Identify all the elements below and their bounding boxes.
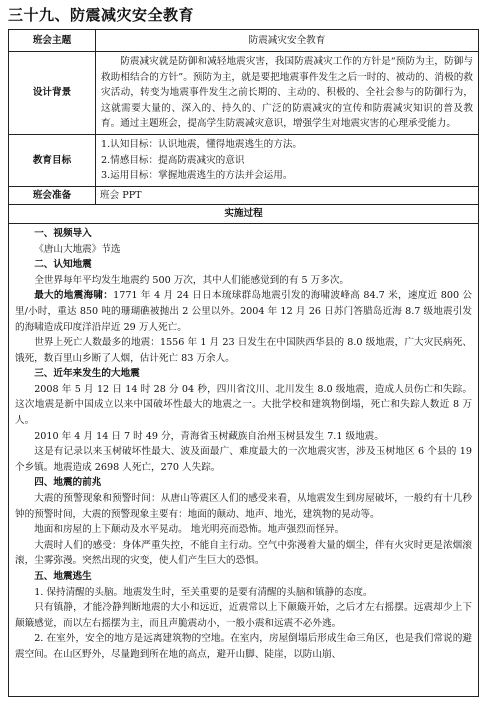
paragraph-text: 1771 年 4 月 24 日日本琉球群岛地震引发的海啸波峰高 84.7 米，速度近 800 公里/小时，重达 850 吨的珊瑚礁被抛出 2 公里以外。2004 年 12 月 26 日苏门答腊岛近海 8.7 级地震引发的海啸造成印度洋沿岸近 29 万人死亡。	[15, 290, 472, 333]
process-title: 实施过程	[9, 205, 479, 224]
section-paragraph: 只有镇静，才能冷静判断地震的大小和远近，近震常以上下颠簸开始，之后才左右摇摆。远震却少上下颠簸感觉，而以左右摇摆为主，而且声脆震动小，一般小震和远震不必外逃。	[15, 602, 472, 629]
section-paragraph: 《唐山大地震》节选	[34, 243, 121, 255]
section-heading: 一、视频导入	[34, 227, 92, 239]
section-paragraph: 世界上死亡人数最多的地震：1556 年 1 月 23 日发生在中国陕西华县的 8.0 级地震，广大灾民病死、饿死，数百里山乡断了人烟，估计死亡 83 万余人。	[15, 337, 472, 364]
row-prep	[9, 186, 479, 205]
process-cell	[9, 223, 479, 696]
section-paragraph: 大震时人们的感受：身体严重失控，不能自主行动。空气中弥漫着大量的烟尘，伴有火灾时更是浓烟滚滚，尘雾弥漫。突然出现的灾变，使人们产生巨大的恐惧。	[15, 539, 472, 567]
row-process-title	[9, 205, 479, 224]
lesson-plan-table	[8, 29, 479, 697]
document-title: 三十九、防震减灾安全教育	[8, 6, 195, 24]
prep-value: 班会 PPT	[96, 186, 479, 205]
section-paragraph: 1. 保持清醒的头脑。地震发生时，至关重要的是要有清醒的头脑和镇静的态度。	[34, 586, 373, 598]
background-cell	[96, 52, 479, 135]
theme-value: 防震减灾安全教育	[96, 30, 479, 52]
section-heading: 三、近年来发生的大地震	[34, 368, 140, 380]
section-paragraph: 2. 在室外，安全的地方是远离建筑物的空地。在室内，房屋倒塌后形成生命三角区，也是我们常说的避震空间。在山区野外，尽量跑到所在地的高点，避开山脚、陡崖，以防山崩、	[15, 633, 472, 660]
row-background	[9, 52, 479, 135]
goal-item: 2.情感目标：提高防震减灾的意识	[101, 154, 245, 166]
goal-item: 1.认知目标：认识地震，懂得地震逃生的方法。	[101, 138, 303, 150]
row-process-body	[9, 223, 479, 696]
section-paragraph: 2010 年 4 月 14 日 7 时 49 分，青海省玉树藏族自治州玉树县发生 7.1 级地震。	[34, 430, 384, 442]
paragraph-lead: 最大的地震海啸：	[34, 290, 114, 302]
row-theme	[9, 30, 479, 52]
section-heading: 五、地震逃生	[34, 571, 92, 582]
section-paragraph: 全世界每年平均发生地震约 500 万次，其中人们能感觉到的有 5 万多次。	[34, 274, 350, 286]
process-content	[15, 226, 472, 696]
theme-label: 班会主题	[9, 30, 96, 52]
row-goals	[9, 134, 479, 186]
prep-label: 班会准备	[9, 186, 96, 205]
goals-label: 教育目标	[9, 134, 96, 186]
section-paragraph: 2008 年 5 月 12 日 14 时 28 分 04 秒，四川省汶川、北川发生 8.0 级地震，造成人员伤亡和失踪。这次地震是新中国成立以来中国破坏性最大的地震之一。大批学校和建筑物倒塌，死亡和失踪人数近 8 万人。	[15, 383, 472, 427]
section-heading: 二、认知地震	[34, 259, 92, 271]
section-paragraph: 这是有记录以来玉树破坏性最大、波及面最广、难度最大的一次地震灾害，涉及玉树地区 6 个县的 19 个乡镇。地震造成 2698 人死亡，270 人失踪。	[15, 446, 472, 473]
section-paragraph: 大震的预警现象和预警时间：从唐山等震区人们的感受来看，从地震发生到房屋破坏，一般约有十几秒钟的预警时间，大震的预警现象主要有：地面的颠动、地声、地光，建筑物的晃动等。	[15, 493, 472, 520]
goal-item: 3.运用目标：掌握地震逃生的方法并会运用。	[101, 170, 293, 182]
background-label: 设计背景	[9, 52, 96, 135]
background-text: 防震减灾就是防御和减轻地震灾害，我国防震减灾工作的方针是“预防为主，防御与救助相结合的方针”。预防为主，就是要把地震事件发生之后一时的、被动的、消极的救灾活动，转变为地震事件发生之前长期的、主动的、积极的、全社会参与的防御行为，这就需要大量的、深入的、持久的、广泛的防震减灾的宣传和防震减灾知识的普及教育。通过主题班会，提高学生防震减灾意识，增强学生对地震灾害的心理承受能力。	[101, 56, 473, 130]
section-paragraph: 地面和房屋的上下颠动及水平晃动。 地光明亮而恐怖。地声强烈而怪异。	[34, 524, 345, 536]
section-heading: 四、地震的前兆	[34, 477, 102, 489]
section-paragraph	[15, 288, 472, 335]
goals-cell	[96, 134, 479, 186]
